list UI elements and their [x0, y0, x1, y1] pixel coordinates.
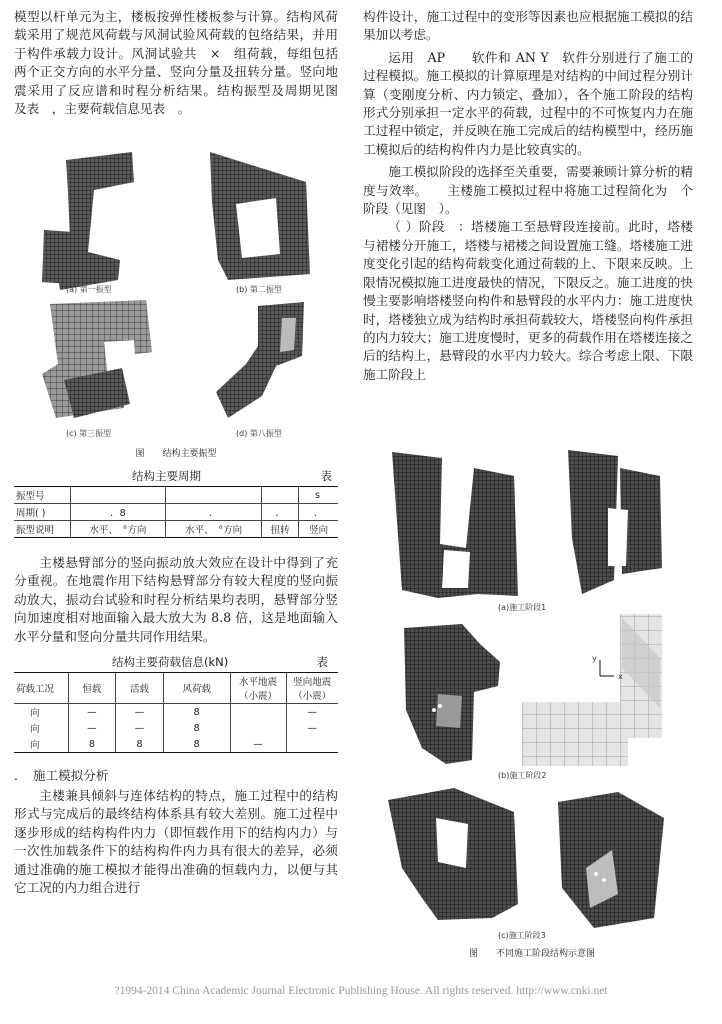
table-cell — [286, 736, 338, 753]
table2-title: 结构主要荷载信息(kN) — [112, 655, 229, 670]
table-cell — [262, 487, 299, 504]
period-table — [14, 486, 338, 538]
right-paragraph-3: 施工模拟阶段的选择至关重要，需要兼顾计算分析的精度与效率。 主楼施工模拟过程中将施工过程简化为 个阶段（见图 ）。 — [363, 164, 693, 217]
table-header: 荷载工况 — [14, 673, 68, 704]
table-cell: — — [116, 720, 164, 736]
table-cell: 向 — [14, 736, 68, 753]
stage2-model-left — [404, 624, 500, 764]
stage3-caption: (c)施工阶段3 — [498, 931, 546, 940]
right-paragraph-4: （ ）阶段 ：塔楼施工至悬臂段连接前。此时，塔楼与裙楼分开施工，塔楼与裙楼之间设置施工缝。塔楼施工进度变化引起的结构荷载变化通过荷载的上、下限来反映。上限情况模拟施工进度最快的情况，下限反之。施工进度的快慢主要影响塔楼竖向构件和悬臂段的水平内力：施工进度快时，塔楼独立成为结构时承担荷载较大，塔楼竖向构件承担的内力较大；施工进度慢时，更多的荷载作用在塔楼连接之后的结构上，悬臂段的水平内力较大。综合考虑上限、下限施工阶段上 — [363, 219, 693, 382]
table-header: 活载 — [116, 673, 164, 704]
table1-tag: 表 — [320, 469, 332, 483]
table-cell: ．8 — [70, 504, 166, 521]
table-header: 水平地震（小震） — [230, 673, 286, 704]
mode-c-model — [42, 300, 152, 418]
table-cell-unit: s — [299, 487, 338, 504]
table-header: 竖向地震（小震） — [286, 673, 338, 704]
section-heading: ． 施工模拟分析 — [14, 768, 109, 784]
table-cell — [166, 487, 262, 504]
page-footer: ?1994-2014 China Academic Journal Electronic Publishing House. All rights reserved. http://www.cnki.net — [114, 985, 608, 997]
left-paragraph-1: 模型以杆单元为主，楼板按弹性楼板参与计算。结构风荷载采用了规范风荷载与风洞试验风荷载的包络结果，并用于构件承载力设计。风洞试验共 × 组荷载，每组包括两个正交方向的水平分量、竖向分量及扭转分量。竖向地震采用了反应谱和时程分析结果。结构振型及周期见图 及表 ，主要荷载信息见表 。 — [14, 9, 351, 117]
stage3-model-left — [388, 788, 518, 920]
left-paragraph-2: 主楼悬臂部分的竖向振动放大效应在设计中得到了充分重视。在地震作用下结构悬臂部分有较大程度的竖向振动放大，振动台试验和时程分析结果均表明，悬臂部分竖向加速度相对地面输入最大放大为 8.8 倍，这是地面输入水平分量和竖向分量共同作用结果。 — [14, 555, 338, 644]
table-cell: 竖向 — [299, 521, 338, 538]
table-cell: 扭转 — [262, 521, 299, 538]
table-cell: — — [68, 704, 116, 721]
table-header: 风荷载 — [163, 673, 230, 704]
table-cell: 向 — [14, 704, 68, 721]
left-paragraph-3: 主楼兼具倾斜与连体结构的特点，施工过程中的结构形式与完成后的最终结构体系具有较大差别。施工过程中逐步形成的结构构件内力（即恒载作用下的结构内力）与一次性加载条件下的结构构件内力具有很大的差异，必须通过准确的施工模拟才能得出准确的恒载内力，以便与其它工况的内力组合进行 — [14, 788, 338, 896]
table-row — [14, 720, 338, 736]
stage1-caption: (a)施工阶段1 — [498, 603, 547, 612]
stage2-plan-grid — [522, 614, 662, 766]
table-cell: 水平、 °方向 — [166, 521, 262, 538]
table2-tag: 表 — [316, 655, 328, 670]
stages-figure-caption: 图 不同施工阶段结构示意图 — [468, 949, 595, 959]
table-row — [14, 736, 338, 753]
table-cell: — — [116, 704, 164, 721]
table-cell: — — [286, 720, 338, 736]
table-cell: 8 — [163, 720, 230, 736]
mode-a-caption: (a) 第一振型 — [66, 285, 112, 294]
stages-svg — [382, 448, 682, 948]
mode-d-model — [216, 302, 304, 418]
construction-stages-figure — [382, 448, 682, 968]
table-cell: — — [68, 720, 116, 736]
table-row — [14, 521, 338, 538]
table-cell: 振型号 — [14, 487, 70, 504]
table-cell — [230, 704, 286, 721]
left-column — [14, 8, 351, 897]
table-cell: 振型说明 — [14, 521, 70, 538]
table-cell: ． — [262, 504, 299, 521]
table-header: 恒载 — [68, 673, 116, 704]
mode-b-caption: (b) 第二振型 — [236, 285, 282, 294]
stage2-caption: (b)施工阶段2 — [498, 771, 547, 780]
mode-a-model — [42, 152, 134, 290]
table2-title-row — [14, 654, 338, 670]
table1-title-row — [14, 468, 338, 484]
mode-figure-caption: 图 结构主要振型 — [135, 449, 217, 459]
mode-shapes-svg — [14, 142, 338, 442]
table-cell: 8 — [163, 736, 230, 753]
right-paragraph-1: 构件设计，施工过程中的变形等因素也应根据施工模拟的结果加以考虑。 — [363, 9, 693, 43]
table-header-row — [14, 673, 338, 704]
stage3-model-right — [558, 792, 664, 928]
mode-c-caption: (c) 第三振型 — [66, 429, 112, 438]
table-cell: — — [230, 736, 286, 753]
axis-x-label: x — [618, 672, 623, 681]
mode-shapes-figure — [14, 142, 338, 460]
load-table — [14, 672, 338, 753]
table-row — [14, 704, 338, 721]
stage1-model-left — [392, 452, 518, 598]
axis-y-label: y — [592, 654, 597, 663]
table-cell: ． — [299, 504, 338, 521]
right-paragraph-2: 运用 AP 软件和 AN Y 软件分别进行了施工的过程模拟。施工模拟的计算原理是对结构的中间过程分别计算（变刚度分析、内力锁定、叠加），各个施工阶段的结构形式分别承担一定水平的荷载，过程中的不可恢复内力在施工过程中锁定，并反映在施工完成后的结构模型中，经历施工模拟后的结构构件内力是比较真实的。 — [363, 49, 693, 157]
table-row — [14, 504, 338, 521]
table-row — [14, 487, 338, 504]
right-column — [363, 8, 693, 384]
table-cell — [230, 720, 286, 736]
table-cell: 8 — [68, 736, 116, 753]
stage1-model-right — [568, 450, 662, 594]
table-cell: ． — [166, 504, 262, 521]
table1-title: 结构主要周期 — [132, 469, 201, 483]
table-cell: 周期( ) — [14, 504, 70, 521]
table-cell: 8 — [163, 704, 230, 721]
table-cell: — — [286, 704, 338, 721]
table-cell — [70, 487, 166, 504]
table-cell: 向 — [30, 724, 40, 736]
table-cell: 8 — [116, 736, 164, 753]
mode-d-caption: (d) 第八振型 — [236, 429, 282, 438]
mode-b-model — [210, 152, 310, 280]
table-cell: 水平、 °方向 — [70, 521, 166, 538]
